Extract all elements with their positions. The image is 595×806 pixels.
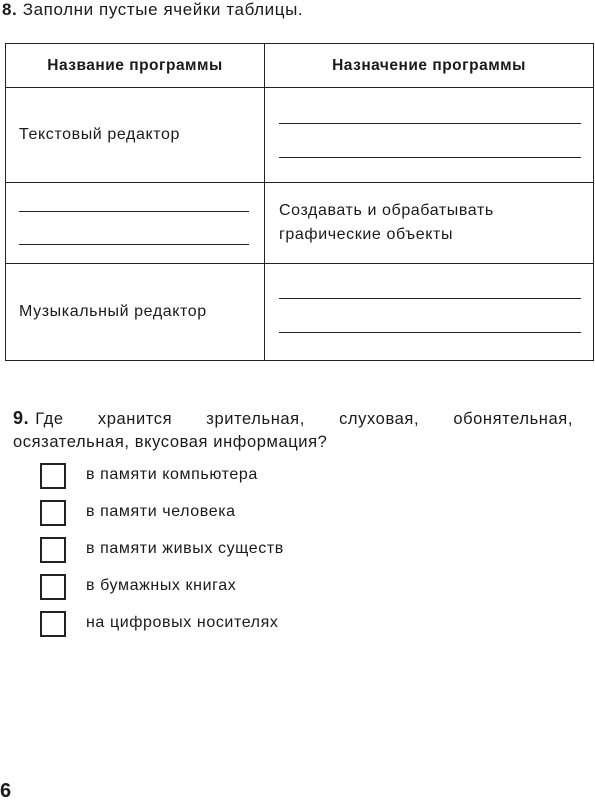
task-9-text: Где хранится зрительная, слуховая, обонятельная, осязательная, вкусовая информация?	[13, 410, 573, 451]
option-label: на цифровых носителях	[86, 614, 279, 631]
table-row	[6, 183, 594, 264]
answer-line[interactable]	[19, 211, 249, 212]
checkbox[interactable]	[40, 500, 66, 526]
table-row	[6, 88, 594, 183]
checkbox[interactable]	[40, 574, 66, 600]
header-program-purpose: Назначение программы	[265, 44, 594, 88]
program-name-cell: Текстовый редактор	[6, 88, 265, 183]
program-name-cell: Музыкальный редактор	[6, 264, 265, 361]
checkbox[interactable]	[40, 611, 66, 637]
page-number: 6	[0, 780, 12, 802]
option-label: в памяти человека	[86, 503, 236, 520]
answer-line[interactable]	[279, 157, 581, 158]
task-8-number: 8.	[2, 0, 18, 19]
answer-line[interactable]	[279, 123, 581, 124]
header-program-name: Название программы	[6, 44, 265, 88]
program-name-blank-cell[interactable]	[6, 183, 265, 264]
task-9-number: 9.	[13, 408, 30, 428]
option-label: в памяти компьютера	[86, 466, 258, 483]
program-purpose-cell	[265, 183, 594, 264]
option-label: в бумажных книгах	[86, 577, 237, 594]
task-8-heading	[2, 0, 303, 20]
answer-line[interactable]	[279, 298, 581, 299]
checkbox[interactable]	[40, 463, 66, 489]
answer-line[interactable]	[19, 244, 249, 245]
task-8-text: Заполни пустые ячейки таблицы.	[22, 0, 304, 19]
table-row	[6, 264, 594, 361]
task-9-question	[13, 407, 573, 454]
option-label: в памяти живых существ	[86, 540, 284, 557]
program-purpose-blank-cell[interactable]	[265, 264, 594, 361]
program-table	[5, 43, 594, 361]
answer-line[interactable]	[279, 332, 581, 333]
table-header-row	[6, 44, 594, 88]
program-purpose-blank-cell[interactable]	[265, 88, 594, 183]
purpose-line-1: Создавать и обрабатывать	[279, 202, 494, 219]
purpose-line-2: графические объекты	[279, 226, 454, 243]
checkbox[interactable]	[40, 537, 66, 563]
